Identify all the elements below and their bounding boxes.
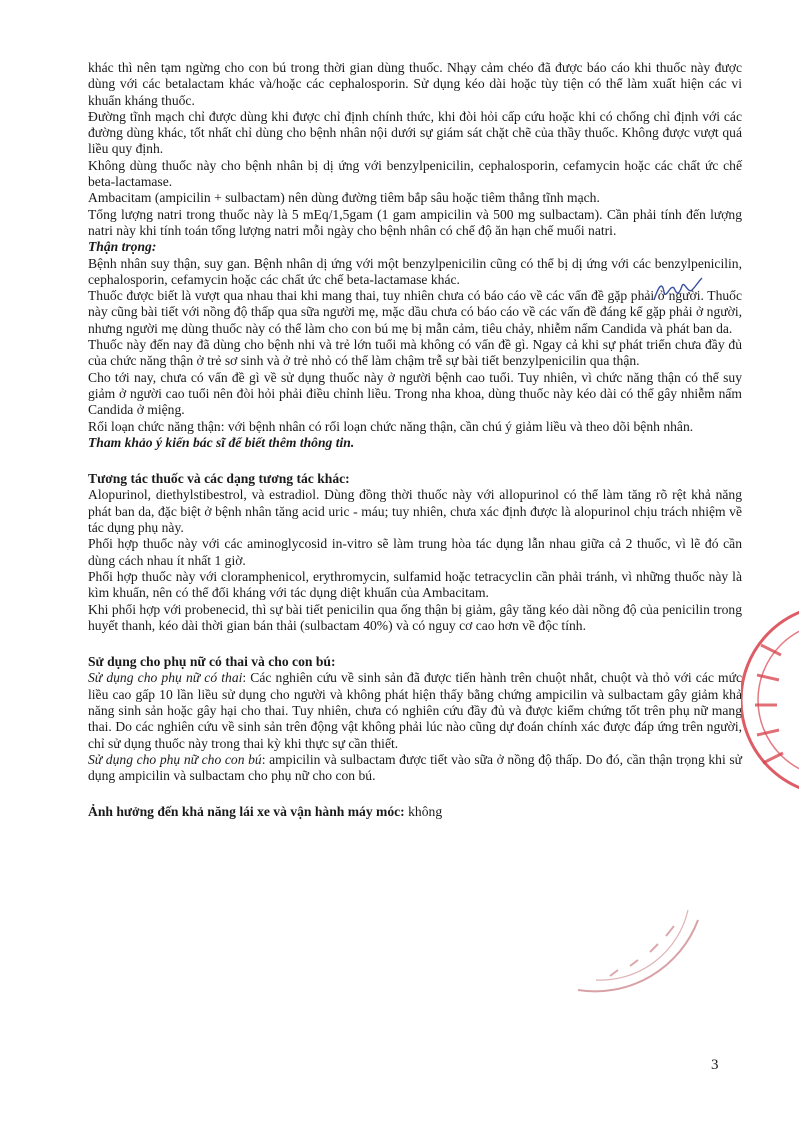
co-thai-text: : Các nghiên cứu về sinh sản đã được tiến hành trên chuột nhắt, chuột và thỏ với các mức liều cao gấp 10 lần liều sử dụng cho người và không phát hiện thấy bằng chứng ampicilin và sulbactam gây giảm khả năng sinh sản hoặc gây hại cho thai. Tuy nhiên, chưa có nghiên cứu đầy đủ và được kiểm chứng tốt trên phụ nữ mang thai. Do các nghiên cứu về sinh sản trên động vật không phải lúc nào cũng dự đoán chính xác được đáp ứng trên người, chỉ sử dụng thuốc này trong thai kỳ khi thực sự cần thiết. — [88, 670, 742, 751]
spacer — [88, 784, 742, 804]
paragraph: Rối loạn chức năng thận: với bệnh nhân có rối loạn chức năng thận, cần chú ý giảm liều và theo dõi bệnh nhân. — [88, 418, 694, 434]
section-title-tuong-tac: Tương tác thuốc và các dạng tương tác khác: — [88, 471, 350, 487]
paragraph: Cho tới nay, chưa có vấn đề gì về sử dụng thuốc này ở người bệnh cao tuổi. Tuy nhiên, vì chức năng thận có thể suy giảm ở người cao tuổi nên đòi hỏi phải điều chỉnh liều. Trong nha khoa, dùng thuốc này kéo dài có thể gây nhiễm nấm Candida ở miệng. — [88, 369, 742, 418]
document-body — [88, 60, 742, 821]
con-bu-label: Sử dụng cho phụ nữ cho con bú — [88, 751, 262, 767]
paragraph-lai-xe — [88, 804, 742, 820]
paragraph: Bệnh nhân suy thận, suy gan. Bệnh nhân dị ứng với một benzylpenicilin cũng có thể bị dị ứng với các benzylpenicilin, cephalosporin, cefamycin hoặc các chất ức chế beta-lactamase khác. — [88, 255, 742, 287]
section-title-than-trong: Thận trọng: — [88, 239, 157, 255]
stamp-seal-icon — [741, 585, 799, 815]
paragraph: Thuốc được biết là vượt qua nhau thai khi mang thai, tuy nhiên chưa có báo cáo về các vấn đề gặp phải ở người. Thuốc này cũng bài tiết với nồng độ thấp qua sữa người mẹ, mặc dầu chưa có báo cáo về các vấn đề đáng kể gặp phải ở người, nhưng người mẹ dùng thuốc này có thể làm cho con bú mẹ bị mẫn cảm, tiêu chảy, nhiễm nấm Candida và phát ban da. — [88, 288, 742, 336]
paragraph: Đường tĩnh mạch chỉ được dùng khi được chỉ định chính thức, khi đòi hỏi cấp cứu hoặc khi có chống chỉ định với các đường dùng khác, tốt nhất chỉ dùng cho bệnh nhân nội dưới sự giám sát chặt chẽ của thầy thuốc. Không được vượt quá liều quy định. — [88, 108, 742, 157]
paragraph: Không dùng thuốc này cho bệnh nhân bị dị ứng với benzylpenicilin, cephalosporin, cefamycin hoặc các chất ức chế beta-lactamase. — [88, 157, 742, 190]
paragraph: Alopurinol, diethylstibestrol, và estradiol. Dùng đồng thời thuốc này với allopurinol có thể làm tăng rõ rệt khả năng phát ban da, đặc biệt ở bệnh nhân tăng acid uric - máu; tuy nhiên, chưa xác định được là alopurinol chịu trách nhiệm về tác dụng phụ này. — [88, 487, 742, 536]
consult-doctor-note: Tham khảo ý kiến bác sĩ để biết thêm thông tin. — [88, 434, 355, 450]
lai-xe-label: Ảnh hưởng đến khả năng lái xe và vận hành máy móc: — [88, 804, 405, 820]
con-bu-text: : ampicilin và sulbactam được tiết vào sữa ở nồng độ thấp. Do đó, cần thận trọng khi sử dụng ampicilin và sulbactam cho phụ nữ cho con bú. — [88, 751, 743, 784]
paragraph: Phối hợp thuốc này với các aminoglycosid in-vitro sẽ làm trung hòa tác dụng lẫn nhau giữa cả 2 thuốc, vì lẽ đó cần dùng cách nhau ít nhất 1 giờ. — [88, 536, 742, 568]
paragraph: Khi phối hợp với probenecid, thì sự bài tiết penicilin qua ống thận bị giảm, gây tăng kéo dài nồng độ của penicilin trong huyết thanh, kéo dài thời gian bán thải (sulbactam 40%) và có nguy cơ cao hơn về độc tính. — [88, 601, 742, 633]
page-number: 3 — [711, 1057, 719, 1073]
co-thai-label: Sử dụng cho phụ nữ có thai — [88, 670, 243, 686]
paragraph: Tổng lượng natri trong thuốc này là 5 mEq/1,5gam (1 gam ampicilin và 500 mg sulbactam). Cần phải tính đến lượng natri này khi tính toán tổng lượng natri mỗi ngày cho bệnh nhân có chế độ ăn hạn chế muối natri. — [88, 206, 742, 238]
paragraph: Thuốc này đến nay đã dùng cho bệnh nhi và trẻ lớn tuổi mà không có vấn đề gì. Ngay cả khi sự phát triển chưa đầy đủ của chức năng thận ở trẻ sơ sinh và ở trẻ nhỏ có thể làm chậm trễ sự bài tiết benzylpenicilin qua thận. — [88, 337, 742, 369]
paragraph: Ambacitam (ampicilin + sulbactam) nên dùng đường tiêm bắp sâu hoặc tiêm thẳng tĩnh mạch. — [88, 190, 600, 206]
lai-xe-value: không — [408, 804, 443, 820]
signature-icon — [648, 270, 708, 310]
stamp-seal-fragment-icon — [570, 880, 705, 1000]
spacer — [88, 634, 742, 654]
section-title-phu-nu: Sử dụng cho phụ nữ có thai và cho con bú: — [88, 654, 336, 670]
paragraph: khác thì nên tạm ngừng cho con bú trong thời gian dùng thuốc. Nhạy cảm chéo đã được báo cáo khi thuốc này được dùng với các betalactam khác và/hoặc các cephalosporin. Sử dụng kéo dài hoặc tùy tiện có thể làm xuất hiện các vi khuẩn kháng thuốc. — [88, 60, 742, 108]
spacer — [88, 451, 742, 471]
paragraph-co-thai — [88, 670, 742, 751]
paragraph-con-bu — [88, 752, 742, 785]
paragraph: Phối hợp thuốc này với cloramphenicol, erythromycin, sulfamid hoặc tetracyclin cần phải tránh, vì những thuốc này là kìm khuẩn, nên có thể đối kháng với tác dụng diệt khuẩn của Ambacitam. — [88, 568, 742, 601]
